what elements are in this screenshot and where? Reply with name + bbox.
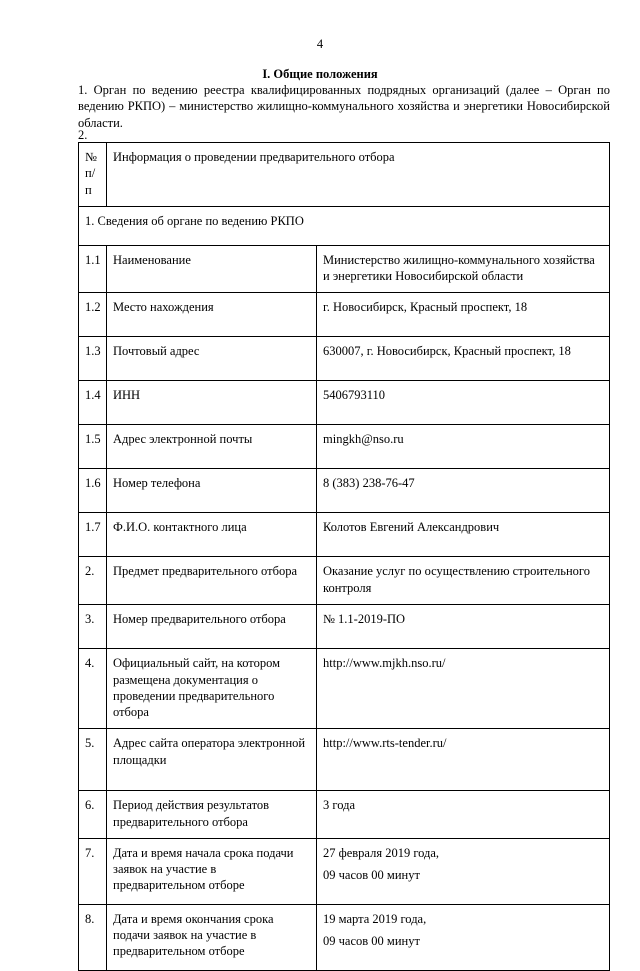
row-num: 1.7 <box>79 513 107 557</box>
row-value: http://www.rts-tender.ru/ <box>317 729 610 791</box>
row-name: Почтовый адрес <box>107 337 317 381</box>
row-value: 8 (383) 238-76-47 <box>317 469 610 513</box>
row-value: http://www.mjkh.nso.ru/ <box>317 649 610 729</box>
row-num: 3. <box>79 605 107 649</box>
info-table <box>78 142 610 971</box>
row-value <box>317 904 610 970</box>
row-name: Дата и время начала срока подачи заявок на участие в предварительном отборе <box>107 838 317 904</box>
row-value: 3 года <box>317 791 610 839</box>
row-num: 7. <box>79 838 107 904</box>
row-num: 1.4 <box>79 381 107 425</box>
row-name: Номер предварительного отбора <box>107 605 317 649</box>
paragraph-2: 2. <box>78 128 88 142</box>
header-num <box>79 143 107 207</box>
row-num: 1.3 <box>79 337 107 381</box>
row-name: Период действия результатов предварительного отбора <box>107 791 317 839</box>
row-num: 4. <box>79 649 107 729</box>
row-value: г. Новосибирск, Красный проспект, 18 <box>317 293 610 337</box>
section-row <box>79 206 610 245</box>
table-row <box>79 337 610 381</box>
table-row <box>79 649 610 729</box>
header-title: Информация о проведении предварительного отбора <box>107 143 610 207</box>
row-value-time: 09 часов 00 минут <box>323 934 420 948</box>
row-value: Министерство жилищно-коммунального хозяйства и энергетики Новосибирской области <box>317 245 610 293</box>
header-num-label: № п/п <box>85 150 97 197</box>
row-name: Наименование <box>107 245 317 293</box>
row-name: Адрес сайта оператора электронной площадки <box>107 729 317 791</box>
row-num: 5. <box>79 729 107 791</box>
page-number: 4 <box>316 37 324 51</box>
table-row <box>79 838 610 904</box>
row-value: 630007, г. Новосибирск, Красный проспект, 18 <box>317 337 610 381</box>
table-row <box>79 729 610 791</box>
row-num: 8. <box>79 904 107 970</box>
row-num: 1.2 <box>79 293 107 337</box>
table-row <box>79 293 610 337</box>
row-name: Предмет предварительного отбора <box>107 557 317 605</box>
table-header-row <box>79 143 610 207</box>
row-value: 5406793110 <box>317 381 610 425</box>
row-value <box>317 838 610 904</box>
table-row <box>79 513 610 557</box>
row-name: Официальный сайт, на котором размещена документация о проведении предварительного отбора <box>107 649 317 729</box>
row-value: № 1.1-2019-ПО <box>317 605 610 649</box>
table-row <box>79 245 610 293</box>
row-value-date: 27 февраля 2019 года, <box>323 845 440 860</box>
row-name: Дата и время окончания срока подачи заявок на участие в предварительном отборе <box>107 904 317 970</box>
table-row <box>79 605 610 649</box>
table-row <box>79 469 610 513</box>
table-row <box>79 904 610 970</box>
row-num: 6. <box>79 791 107 839</box>
row-name: ИНН <box>107 381 317 425</box>
table-row <box>79 381 610 425</box>
table-row <box>79 425 610 469</box>
section-heading: I. Общие положения <box>262 67 378 81</box>
row-value: Колотов Евгений Александрович <box>317 513 610 557</box>
row-value: Оказание услуг по осуществлению строительного контроля <box>317 557 610 605</box>
row-name: Ф.И.О. контактного лица <box>107 513 317 557</box>
paragraph-1: 1. Орган по ведению реестра квалифицированных подрядных организаций (далее – Орган по ведению РКПО) – министерство жилищно-коммунального хозяйства и энергетики Новосибирской области. <box>78 83 610 130</box>
row-num: 1.5 <box>79 425 107 469</box>
table-row <box>79 557 610 605</box>
row-name: Место нахождения <box>107 293 317 337</box>
row-num: 1.1 <box>79 245 107 293</box>
row-value-time: 09 часов 00 минут <box>323 868 420 882</box>
row-name: Номер телефона <box>107 469 317 513</box>
row-num: 2. <box>79 557 107 605</box>
row-name: Адрес электронной почты <box>107 425 317 469</box>
table-row <box>79 791 610 839</box>
section-title: 1. Сведения об органе по ведению РКПО <box>79 206 610 245</box>
row-value: mingkh@nso.ru <box>317 425 610 469</box>
row-num: 1.6 <box>79 469 107 513</box>
row-value-date: 19 марта 2019 года, <box>323 911 427 926</box>
